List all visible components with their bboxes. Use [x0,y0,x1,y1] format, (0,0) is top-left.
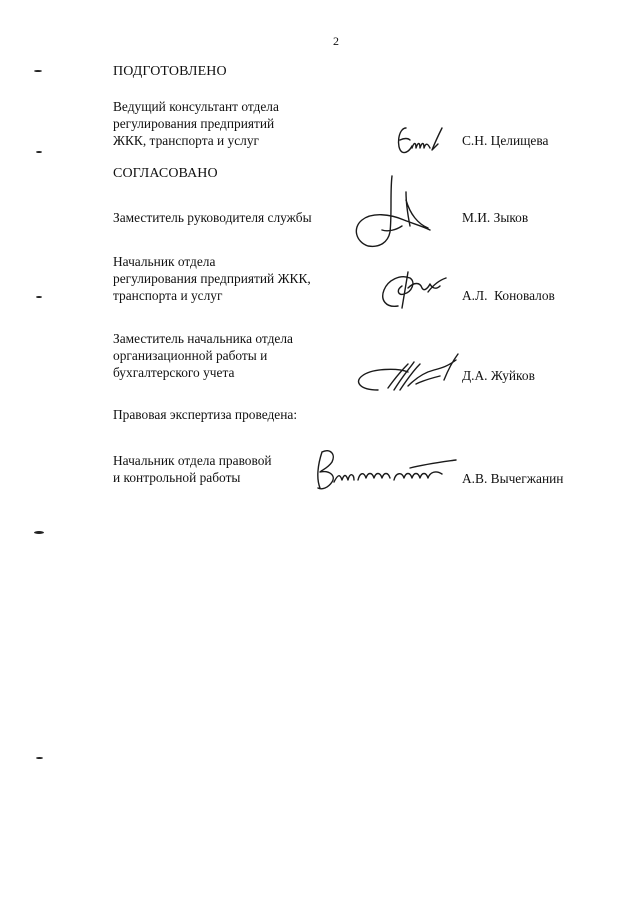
signature-2 [348,170,438,260]
signatory-4-position: Заместитель начальника отдела организационной работы и бухгалтерского учета [113,331,293,380]
scan-mark [34,531,44,534]
signatory-1-position: Ведущий консультант отдела регулирования предприятий ЖКК, транспорта и услуг [113,99,279,148]
scan-mark [36,296,42,298]
agreed-heading: СОГЛАСОВАНО [113,166,218,181]
scan-mark [34,70,42,72]
signature-3 [372,262,452,314]
signature-5 [310,444,462,494]
signatory-5-position: Начальник отдела правовой и контрольной работы [113,453,272,485]
legal-review-label: Правовая экспертиза проведена: [113,407,298,422]
scan-mark [36,151,42,153]
signature-4 [348,350,466,398]
signatory-4-name: Д.А. Жуйков [462,368,535,383]
signatory-3-position: Начальник отдела регулирования предприятий ЖКК, транспорта и услуг [113,254,311,303]
signatory-2-position: Заместитель руководителя службы [113,210,312,225]
prepared-heading: ПОДГОТОВЛЕНО [113,64,227,79]
page-number: 2 [333,34,339,48]
signatory-1-name: С.Н. Целищева [462,133,549,148]
signature-1 [392,122,452,158]
signatory-2-name: М.И. Зыков [462,210,529,225]
scan-mark [36,757,43,759]
signatory-5-name: А.В. Вычегжанин [462,471,564,486]
signatory-3-name: А.Л. Коновалов [462,288,555,303]
